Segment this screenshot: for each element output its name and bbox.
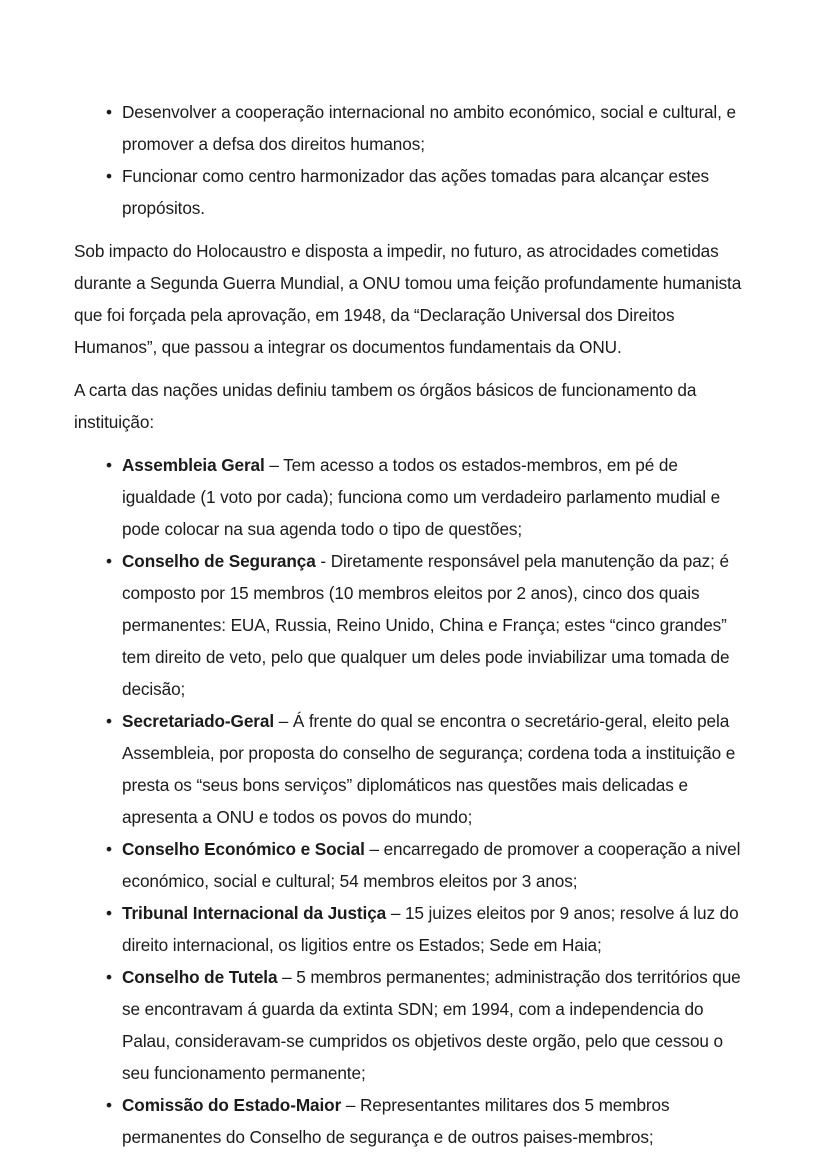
bullet-icon: •	[106, 839, 112, 859]
list-item	[74, 961, 750, 1089]
list-item-text	[122, 897, 750, 961]
bullet-icon: •	[106, 711, 112, 731]
organ-description: Representantes militares dos 5 membros permanentes do Conselho de segurança e de outros paises-membros;	[122, 1095, 670, 1147]
organ-term: Comissão do Estado-Maior	[122, 1095, 342, 1115]
organ-term: Tribunal Internacional da Justiça	[122, 903, 387, 923]
organ-term: Conselho Económico e Social	[122, 839, 365, 859]
list-item-text	[122, 961, 750, 1089]
organ-term: Conselho de Segurança	[122, 551, 316, 571]
organ-description: Á frente do qual se encontra o secretário-geral, eleito pela Assembleia, por proposta do conselho de segurança; cordena toda a instituição e presta os “seus bons serviços” diplomáticos nas questões mais delicadas e apresenta a ONU e todos os povos do mundo;	[122, 711, 736, 827]
list-item-text	[122, 833, 750, 897]
document-body	[74, 96, 750, 1153]
bullet-icon: •	[106, 455, 112, 475]
organs-bullet-list	[74, 449, 750, 1153]
list-item-text: Funcionar como centro harmonizador das ações tomadas para alcançar estes propósitos.	[122, 166, 710, 218]
list-item	[74, 833, 750, 897]
list-item	[74, 545, 750, 705]
organ-separator: –	[341, 1095, 360, 1115]
list-item	[74, 897, 750, 961]
organ-description: 15 juizes eleitos por 9 anos; resolve á luz do direito internacional, os ligitios entre os Estados; Sede em Haia;	[122, 903, 739, 955]
organ-description: encarregado de promover a cooperação a nivel económico, social e cultural; 54 membros eleitos por 3 anos;	[122, 839, 741, 891]
list-item	[74, 96, 750, 160]
list-item-text	[122, 705, 750, 833]
bullet-icon: •	[106, 102, 112, 122]
list-item	[74, 449, 750, 545]
list-item	[74, 1089, 750, 1153]
organ-description: Tem acesso a todos os estados-membros, em pé de igualdade (1 voto por cada); funciona como um verdadeiro parlamento mudial e pode colocar na sua agenda todo o tipo de questões;	[122, 455, 721, 539]
organ-term: Secretariado-Geral	[122, 711, 275, 731]
organ-term: Conselho de Tutela	[122, 967, 278, 987]
organ-separator: -	[315, 551, 331, 571]
organ-separator: –	[264, 455, 284, 475]
organ-separator: –	[364, 839, 384, 859]
bullet-icon: •	[106, 1095, 112, 1115]
bullet-icon: •	[106, 166, 112, 186]
list-item-text	[122, 545, 750, 705]
organ-description: Diretamente responsável pela manutenção da paz; é composto por 15 membros (10 membros eleitos por 2 anos), cinco dos quais permanentes: EUA, Russia, Reino Unido, China e França; estes “cinco grandes” tem direito de veto, pelo que qualquer um deles pode inviabilizar uma tomada de decisão;	[122, 551, 730, 699]
organ-term: Assembleia Geral	[122, 455, 265, 475]
list-item-text	[122, 1089, 750, 1153]
bullet-icon: •	[106, 903, 112, 923]
organ-separator: –	[274, 711, 293, 731]
organ-separator: –	[277, 967, 297, 987]
list-item	[74, 160, 750, 224]
list-item-text: Desenvolver a cooperação internacional no ambito económico, social e cultural, e promover a defsa dos direitos humanos;	[122, 102, 736, 154]
list-item	[74, 705, 750, 833]
paragraph-holocausto: Sob impacto do Holocaustro e disposta a impedir, no futuro, as atrocidades cometidas durante a Segunda Guerra Mundial, a ONU tomou uma feição profundamente humanista que foi forçada pela aprovação, em 1948, da “Declaração Universal dos Direitos Humanos”, que passou a integrar os documentos fundamentais da ONU.	[74, 241, 742, 357]
organ-description: 5 membros permanentes; administração dos territórios que se encontravam á guarda da extinta SDN; em 1994, com a independencia do Palau, consideravam-se cumpridos os objetivos deste orgão, pelo que cessou o seu funcionamento permanente;	[122, 967, 741, 1083]
list-item-text	[122, 449, 750, 545]
paragraph-orgaos-intro: A carta das nações unidas definiu tambem os órgãos básicos de funcionamento da instituição:	[74, 380, 697, 432]
purposes-bullet-list	[74, 96, 750, 224]
bullet-icon: •	[106, 967, 112, 987]
bullet-icon: •	[106, 551, 112, 571]
organ-separator: –	[386, 903, 405, 923]
